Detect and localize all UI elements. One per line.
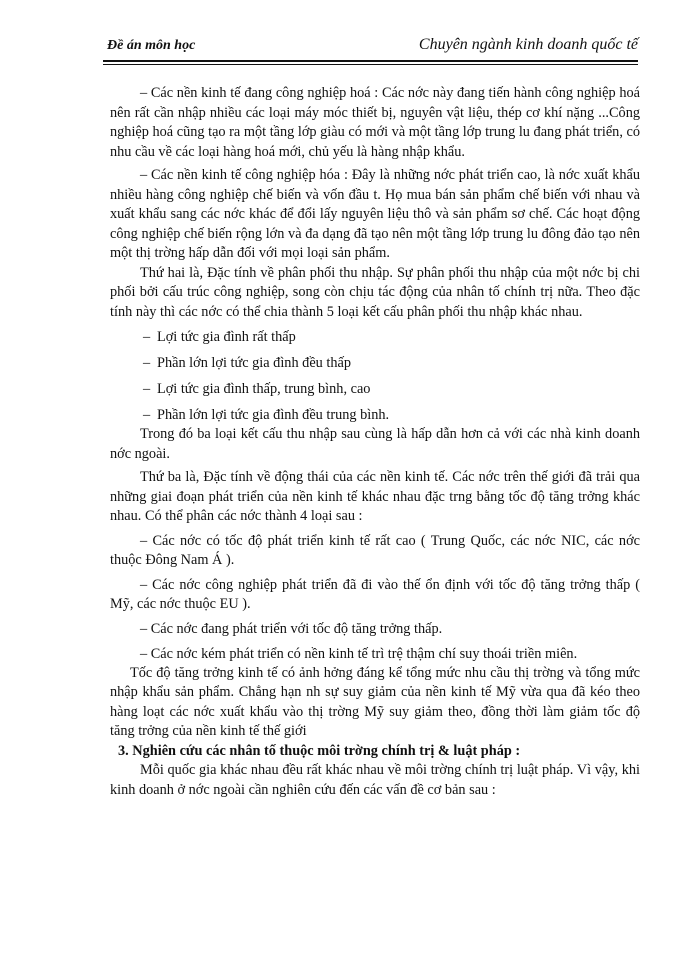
header-left-title: Đề án môn học bbox=[107, 38, 196, 53]
header-right-title: Chuyên ngành kinh doanh quốc tế bbox=[418, 36, 638, 53]
list-item: – Lợi tức gia đình thấp, trung bình, cao bbox=[110, 380, 640, 399]
paragraph-income-distribution: Thứ hai là, Đặc tính về phân phối thu nhập. Sự phân phối thu nhập của một nớc bị chi phối bởi cấu trúc công nghiệp, song còn chịu tác động của nhân tố chính trị nữa. Theo đặc tính này thì các nớc có thể chia thành 5 loại kết cấu phân phối thu nhập khác nhau. bbox=[110, 264, 640, 320]
income-list bbox=[110, 328, 640, 425]
header-rule-thick bbox=[103, 60, 638, 62]
list-item: – Phần lớn lợi tức gia đình đều trung bình. bbox=[110, 406, 640, 425]
paragraph-growth-impact: Tốc độ tăng trởng kinh tế có ảnh hởng đáng kể tổng mức nhu cầu thị trờng và tổng mức nhập khẩu sản phẩm. Chẳng hạn nh sự suy giảm của nền kinh tế Mỹ vừa qua đã kéo theo hàng loạt các nớc xuất khẩu vào thị trờng Mỹ suy giảm theo, đồng thời làm giảm tốc độ tăng trởng của nền kinh tế thế giới bbox=[110, 664, 640, 739]
paragraph-income-summary: Trong đó ba loại kết cấu thu nhập sau cùng là hấp dẫn hơn cả với các nhà kinh doanh nớc ngoài. bbox=[110, 426, 640, 462]
list-item: – Các nớc đang phát triển với tốc độ tăng trởng thấp. bbox=[140, 620, 443, 637]
paragraph-political-legal: Mỗi quốc gia khác nhau đều rất khác nhau về môi trờng chính trị luật pháp. Vì vậy, khi kinh doanh ở nớc ngoài cần nghiên cứu đến các vấn đề cơ bản sau : bbox=[110, 762, 640, 798]
section-heading: 3. Nghiên cứu các nhân tố thuộc môi trờng chính trị & luật pháp : bbox=[118, 742, 521, 759]
paragraph-industrializing: – Các nền kinh tế đang công nghiệp hoá : Các nớc này đang tiến hành công nghiệp hoá nên rất cần nhập nhiều các loại máy móc thiết bị, nguyên vật liệu, thép cơ khí nặng ...Công nghiệp hoá cũng tạo ra một tầng lớp giàu có mới và một tầng lớp trung lu đang phát triển, có nhu cầu về các loại hàng hoá mới, chủ yếu là hàng nhập khẩu. bbox=[110, 85, 640, 160]
page-header bbox=[103, 34, 638, 56]
list-item: – Các nớc có tốc độ phát triển kinh tế rất cao ( Trung Quốc, các nớc NIC, các nớc thuộc Đông Nam Á ). bbox=[110, 532, 640, 568]
document-body bbox=[110, 84, 640, 800]
paragraph-economic-dynamics: Thứ ba là, Đặc tính về động thái của các nền kinh tế. Các nớc trên thế giới đã trải qua những giai đoạn phát triển của nền kinh tế khác nhau đặc trng bằng tốc độ tăng trởng khác nhau. Có thể phân các nớc thành 4 loại sau : bbox=[110, 469, 640, 524]
list-item: – Phần lớn lợi tức gia đình đều thấp bbox=[110, 354, 640, 373]
header-rule-thin bbox=[103, 64, 638, 65]
list-item: – Lợi tức gia đình rất thấp bbox=[110, 328, 640, 347]
list-item: – Các nớc công nghiệp phát triển đã đi vào thế ổn định với tốc độ tăng trởng thấp ( Mỹ, các nớc thuộc EU ). bbox=[110, 576, 640, 612]
list-item: – Các nớc kém phát triển có nền kinh tế trì trệ thậm chí suy thoái triền miên. bbox=[140, 645, 578, 662]
paragraph-industrialized: – Các nền kinh tế công nghiệp hóa : Đây là những nớc phát triển cao, là nớc xuất khẩu nhiều hàng công nghiệp chế biến và vốn đầu t. Họ mua bán sản phẩm chế biến với nhau và xuất khẩu sang các nớc khác để đổi lấy nguyên liệu thô và sản phẩm sơ chế. Các hoạt động công nghiệp chế biến rộng lớn và đa dạng đã tạo nên một tầng lớp trung lu đông đảo tạo nên một thị trờng hấp dẫn đối với mọi loại sản phẩm. bbox=[110, 167, 640, 261]
growth-list bbox=[110, 532, 640, 664]
